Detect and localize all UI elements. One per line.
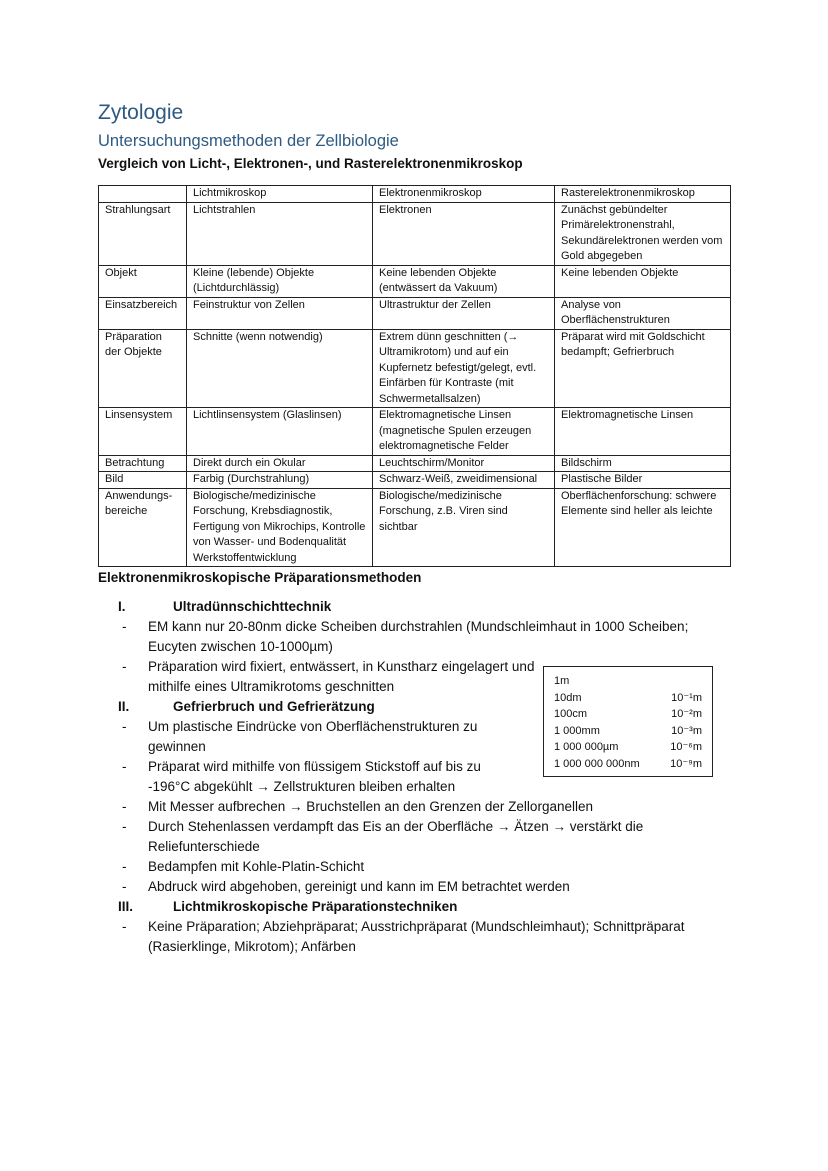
table-header-row [99, 186, 731, 203]
section-number: III. [118, 899, 134, 914]
table-header-cell: Rasterelektronenmikroskop [555, 186, 731, 203]
list-item-text: Mit Messer aufbrechen → Bruchstellen an den Grenzen der Zellorganellen [148, 799, 593, 814]
table-cell: Direkt durch ein Okular [187, 455, 373, 472]
page-subtitle: Untersuchungsmethoden der Zellbiologie [98, 132, 399, 150]
table-row-label: Präparation der Objekte [99, 329, 187, 408]
section-number: II. [118, 699, 130, 714]
table-cell: Oberflächenforschung: schwere Elemente sind heller als leichte [555, 488, 731, 567]
bullet-dash: - [122, 659, 127, 674]
section-title-row [98, 897, 730, 917]
document-page [98, 100, 730, 957]
list-item [98, 797, 730, 817]
table-heading: Vergleich von Licht-, Elektronen-, und Rasterelektronenmikroskop [98, 156, 523, 171]
unit-power: 10⁻⁶m [670, 741, 702, 753]
table-cell: Plastische Bilder [555, 472, 731, 489]
table-cell: Zunächst gebündelter Primärelektronenstrahl, Sekundärelektronen werden vom Gold abgegeben [555, 202, 731, 265]
table-cell: Farbig (Durchstrahlung) [187, 472, 373, 489]
bullet-dash: - [122, 759, 127, 774]
list-item-text: Bedampfen mit Kohle-Platin-Schicht [148, 859, 365, 874]
unit-value: 100cm [554, 708, 588, 720]
table-cell: Ultrastruktur der Zellen [373, 297, 555, 329]
section-title: Ultradünnschichttechnik [173, 599, 332, 614]
list-item-text: Um plastische Eindrücke von Oberflächenstrukturen zu gewinnen [148, 719, 478, 754]
bullet-dash: - [122, 799, 127, 814]
table-cell: Lichtlinsensystem (Glaslinsen) [187, 408, 373, 456]
section-title: Gefrierbruch und Gefrierätzung [173, 699, 375, 714]
table-row-label: Einsatzbereich [99, 297, 187, 329]
table-cell: Schwarz-Weiß, zweidimensional [373, 472, 555, 489]
unit-row [554, 690, 702, 707]
section-title: Lichtmikroskopische Präparationstechniken [173, 899, 458, 914]
table-header-cell [99, 186, 187, 203]
table-row-label: Anwendungs-bereiche [99, 488, 187, 567]
section-title-row [98, 597, 730, 617]
table-cell: Präparat wird mit Goldschicht bedampft; Gefrierbruch [555, 329, 731, 408]
list-item [98, 877, 730, 897]
table-row [99, 202, 731, 265]
table-cell: Keine lebenden Objekte (entwässert da Vakuum) [373, 265, 555, 297]
list-item-text: Keine Präparation; Abziehpräparat; Ausstrichpräparat (Mundschleimhaut); Schnittpräparat (Rasierklinge, Mikrotom); Anfärben [148, 919, 685, 954]
section-number: I. [118, 599, 126, 614]
bullet-dash: - [122, 819, 127, 834]
method-list [98, 597, 730, 957]
bullet-dash: - [122, 879, 127, 894]
table-row-label: Betrachtung [99, 455, 187, 472]
table-cell: Schnitte (wenn notwendig) [187, 329, 373, 408]
comparison-table [98, 185, 731, 567]
table-row [99, 408, 731, 456]
unit-power: 10⁻¹m [671, 691, 702, 704]
list-item [98, 917, 730, 957]
list-item [98, 817, 730, 857]
table-row [99, 265, 731, 297]
unit-value: 1m [554, 675, 570, 687]
table-header-cell: Lichtmikroskop [187, 186, 373, 203]
bullet-dash: - [122, 719, 127, 734]
table-cell: Biologische/medizinische Forschung, z.B. Viren sind sichtbar [373, 488, 555, 567]
table-header-cell: Elektronenmikroskop [373, 186, 555, 203]
section-heading: Elektronenmikroskopische Präparationsmethoden [98, 570, 422, 585]
unit-row [554, 723, 702, 740]
list-item-text: Durch Stehenlassen verdampft das Eis an der Oberfläche → Ätzen → verstärkt die Reliefunterschiede [148, 819, 644, 854]
table-cell: Extrem dünn geschnitten (→ Ultramikrotom) und auf ein Kupfernetz befestigt/gelegt, evtl. Einfärben für Kontraste (mit Schwermetallsalzen) [373, 329, 555, 408]
list-item [98, 617, 730, 657]
table-cell: Kleine (lebende) Objekte (Lichtdurchlässig) [187, 265, 373, 297]
list-item [98, 857, 730, 877]
list-item-text: EM kann nur 20-80nm dicke Scheiben durchstrahlen (Mundschleimhaut in 1000 Scheiben; Eucyten zwischen 10-1000µm) [148, 619, 689, 654]
table-row-label: Linsensystem [99, 408, 187, 456]
table-cell: Analyse von Oberflächenstrukturen [555, 297, 731, 329]
unit-row [554, 706, 702, 723]
list-item-text: Präparat wird mithilfe von flüssigem Stickstoff auf bis zu -196°C abgekühlt → Zellstrukturen bleiben erhalten [148, 759, 481, 794]
unit-power: 10⁻⁹m [670, 757, 702, 770]
table-cell: Elektromagnetische Linsen [555, 408, 731, 456]
table-cell: Elektromagnetische Linsen (magnetische Spulen erzeugen elektromagnetische Felder [373, 408, 555, 456]
bullet-dash: - [122, 859, 127, 874]
table-cell: Biologische/medizinische Forschung, Krebsdiagnostik, Fertigung von Mikrochips, Kontrolle von Wasser- und Bodenqualität Werkstoffentwicklung [187, 488, 373, 567]
table-row [99, 455, 731, 472]
table-cell: Bildschirm [555, 455, 731, 472]
list-item-text: Abdruck wird abgehoben, gereinigt und kann im EM betrachtet werden [148, 879, 570, 894]
units-box [543, 666, 713, 777]
unit-value: 10dm [554, 691, 582, 704]
table-cell: Elektronen [373, 202, 555, 265]
table-row [99, 329, 731, 408]
unit-row [554, 739, 702, 756]
page-title: Zytologie [98, 101, 184, 124]
unit-power: 10⁻³m [671, 724, 702, 737]
table-row-label: Bild [99, 472, 187, 489]
unit-value: 1 000 000 000nm [554, 757, 640, 770]
table-row [99, 472, 731, 489]
unit-value: 1 000 000µm [554, 741, 619, 753]
bullet-dash: - [122, 619, 127, 634]
list-item-text: Präparation wird fixiert, entwässert, in Kunstharz eingelagert und mithilfe eines Ultramikrotoms geschnitten [148, 659, 535, 694]
table-cell: Leuchtschirm/Monitor [373, 455, 555, 472]
table-row-label: Strahlungsart [99, 202, 187, 265]
table-row-label: Objekt [99, 265, 187, 297]
unit-row [554, 673, 702, 690]
table-cell: Lichtstrahlen [187, 202, 373, 265]
unit-power: 10⁻²m [671, 708, 702, 720]
table-row [99, 297, 731, 329]
unit-value: 1 000mm [554, 724, 600, 737]
unit-row [554, 756, 702, 773]
table-row [99, 488, 731, 567]
table-cell: Keine lebenden Objekte [555, 265, 731, 297]
bullet-dash: - [122, 919, 127, 934]
table-cell: Feinstruktur von Zellen [187, 297, 373, 329]
